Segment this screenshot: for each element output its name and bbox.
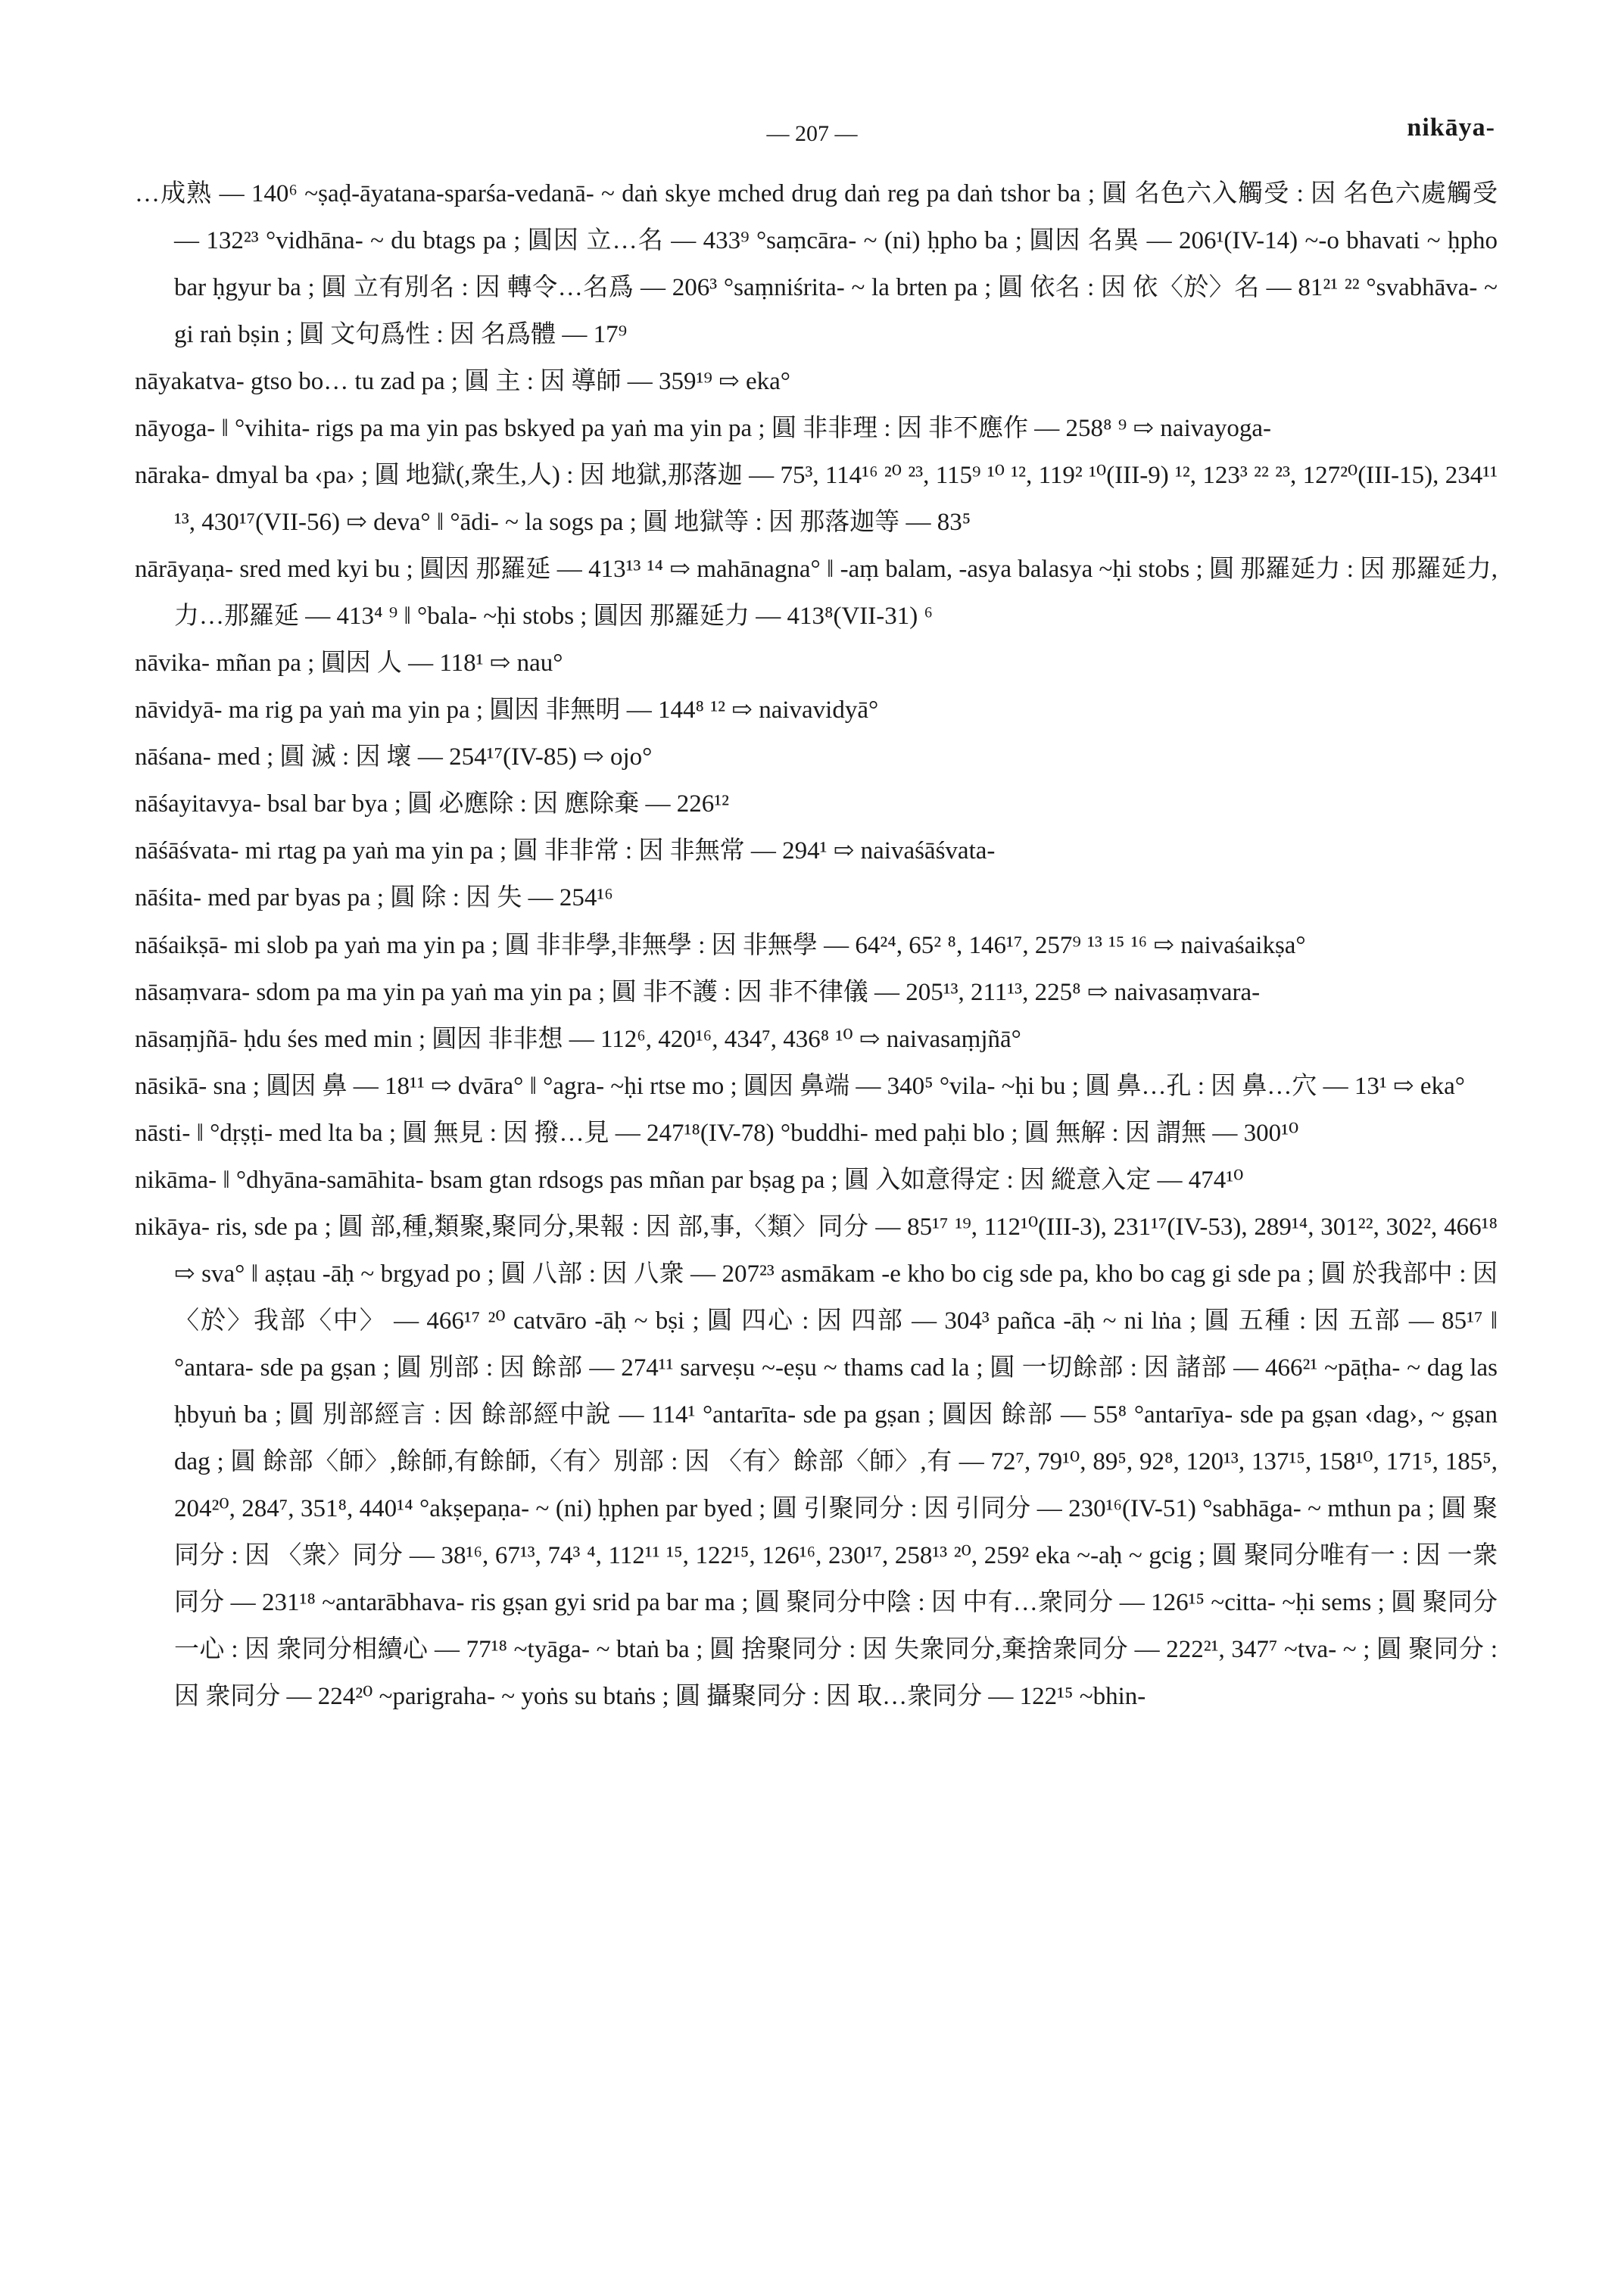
- dictionary-entry: nāvika- mñan pa ; 圓因 人 — 118¹ ⇨ nau°: [135, 650, 563, 678]
- dictionary-entry: nāvidyā- ma rig pa yaṅ ma yin pa ; 圓因 非無明 — 144⁸ ¹² ⇨ naivavidyā°: [135, 696, 879, 724]
- dictionary-entry: nāśana- med ; 圓 滅 : 因 壞 — 254¹⁷(IV-85) ⇨ ojo°: [135, 743, 653, 771]
- dictionary-entry: nāśaikṣā- mi slob pa yaṅ ma yin pa ; 圓 非非學,非無學 : 因 非無學 — 64²⁴, 65² ⁸, 146¹⁷, 257⁹ ¹³ ¹⁵ ¹⁶ ⇨ naivaśaikṣa°: [135, 931, 1306, 959]
- dictionary-entry: nikāya- ris, sde pa ; 圓 部,種,類聚,聚同分,果報 : 因 部,事,〈類〉同分 — 85¹⁷ ¹⁹, 112¹⁰(III-3), 231¹⁷(IV-53), 289¹⁴, 301²², 302², 466¹⁸ ⇨ sva° ‖ aṣṭau -āḥ ~ brgyad po ; 圓 八部 : 因 八衆 — 207²³ asmākam -e kho bo cig sde pa, kho bo cag gi sde pa ; 圓 於我部中 : 因 〈於〉我部〈中〉 — 466¹⁷ ²⁰ catvāro -āḥ ~ bṣi ; 圓 四心 : 因 四部 — 304³ pañca -āḥ ~ ni lṅa ; 圓 五種 : 因 五部 — 85¹⁷ ‖ °antara- sde pa gṣan ; 圓 別部 : 因 餘部 — 274¹¹ sarveṣu ~-eṣu ~ thams cad la ; 圓 一切餘部 : 因 諸部 — 466²¹ ~pāṭha- ~ dag las ḥbyuṅ ba ; 圓 別部經言 : 因 餘部經中說 — 114¹ °antarīta- sde pa gṣan ; 圓因 餘部 — 55⁸ °antarīya- sde pa gṣan ‹dag›, ~ gṣan dag ; 圓 餘部〈師〉,餘師,有餘師,〈有〉別部 : 因 〈有〉餘部〈師〉,有 — 72⁷, 79¹⁰, 89⁵, 92⁸, 120¹³, 137¹⁵, 158¹⁰, 171⁵, 185⁵, 204²⁰, 284⁷, 351⁸, 440¹⁴ °akṣepaṇa- ~ (ni) ḥphen par byed ; 圓 引聚同分 : 因 引同分 — 230¹⁶(IV-51) °sabhāga- ~ mthun pa ; 圓 聚同分 : 因 〈衆〉同分 — 38¹⁶, 67¹³, 74³ ⁴, 112¹¹ ¹⁵, 122¹⁵, 126¹⁶, 230¹⁷, 258¹³ ²⁰, 259² eka ~-aḥ ~ gcig ; 圓 聚同分唯有一 : 因 一衆同分 — 231¹⁸ ~antarābhava- ris gṣan gyi srid pa bar ma ; 圓 聚同分中陰 : 因 中有…衆同分 — 126¹⁵ ~citta- ~ḥi sems ; 圓 聚同分一心 : 因 衆同分相續心 — 77¹⁸ ~tyāga- ~ btaṅ ba ; 圓 捨聚同分 : 因 失衆同分,棄捨衆同分 — 222²¹, 347⁷ ~tva- ~ ; 圓 聚同分 : 因 衆同分 — 224²⁰ ~parigraha- ~ yoṅs su btaṅs ; 圓 攝聚同分 : 因 取…衆同分 — 122¹⁵ ~bhin-: [135, 1213, 1498, 1710]
- page-number: — 207 —: [766, 121, 858, 146]
- dictionary-entry: nāśita- med par byas pa ; 圓 除 : 因 失 — 254¹⁶: [135, 884, 613, 912]
- dictionary-entry: nāśāśvata- mi rtag pa yaṅ ma yin pa ; 圓 非非常 : 因 非無常 — 294¹ ⇨ naivaśāśvata-: [135, 837, 996, 865]
- dictionary-entry: nāyakatva- gtso bo… tu zad pa ; 圓 主 : 因 導師 — 359¹⁹ ⇨ eka°: [135, 368, 790, 396]
- dictionary-entry: nāśayitavya- bsal bar bya ; 圓 必應除 : 因 應除棄 — 226¹²: [135, 790, 730, 818]
- dictionary-entry: nāyoga- ‖ °vihita- rigs pa ma yin pas bskyed pa yaṅ ma yin pa ; 圓 非非理 : 因 非不應作 — 258⁸ ⁹ ⇨ naivayoga-: [135, 415, 1272, 443]
- dictionary-entry: nāsikā- sna ; 圓因 鼻 — 18¹¹ ⇨ dvāra° ‖ °agra- ~ḥi rtse mo ; 圓因 鼻端 — 340⁵ °vila- ~ḥi bu ; 圓 鼻…孔 : 因 鼻…穴 — 13¹ ⇨ eka°: [135, 1072, 1465, 1100]
- dictionary-entry: nāsaṃvara- sdom pa ma yin pa yaṅ ma yin pa ; 圓 非不護 : 因 非不律儀 — 205¹³, 211¹³, 225⁸ ⇨ naivasaṃvara-: [135, 978, 1261, 1006]
- dictionary-entry: nāraka- dmyal ba ‹pa› ; 圓 地獄(,衆生,人) : 因 地獄,那落迦 — 75³, 114¹⁶ ²⁰ ²³, 115⁹ ¹⁰ ¹², 119² ¹⁰(III-9) ¹², 123³ ²² ²³, 127²⁰(III-15), 234¹¹ ¹³, 430¹⁷(VII-56) ⇨ deva° ‖ °ādi- ~ la sogs pa ; 圓 地獄等 : 因 那落迦等 — 83⁵: [135, 462, 1498, 537]
- dictionary-entry: nārāyaṇa- sred med kyi bu ; 圓因 那羅延 — 413¹³ ¹⁴ ⇨ mahānagna° ‖ -aṃ balam, -asya balasya ~ḥi stobs ; 圓 那羅延力 : 因 那羅延力,力…那羅延 — 413⁴ ⁹ ‖ °bala- ~ḥi stobs ; 圓因 那羅延力 — 413⁸(VII-31) ⁶: [135, 556, 1498, 631]
- entries-list: [135, 170, 1498, 1720]
- dictionary-entry: nikāma- ‖ °dhyāna-samāhita- bsam gtan rdsogs pas mñan par bṣag pa ; 圓 入如意得定 : 因 縱意入定 — 474¹⁰: [135, 1166, 1244, 1194]
- running-head: nikāya-: [1407, 114, 1495, 142]
- dictionary-entry: nāsti- ‖ °dṛṣṭi- med lta ba ; 圓 無見 : 因 撥…見 — 247¹⁸(IV-78) °buddhi- med paḥi blo ; 圓 無解 : 因 謂無 — 300¹⁰: [135, 1119, 1299, 1147]
- dictionary-entry: nāsaṃjñā- ḥdu śes med min ; 圓因 非非想 — 112⁶, 420¹⁶, 434⁷, 436⁸ ¹⁰ ⇨ naivasaṃjñā°: [135, 1025, 1021, 1053]
- dictionary-entry: …成熟 — 140⁶ ~ṣaḍ-āyatana-sparśa-vedanā- ~ daṅ skye mched drug daṅ reg pa daṅ tshor ba ; 圓 名色六入觸受 : 因 名色六處觸受 — 132²³ °vidhāna- ~ du btags pa ; 圓因 立…名 — 433⁹ °saṃcāra- ~ (ni) ḥpho ba ; 圓因 名異 — 206¹(IV-14) ~-o bhavati ~ ḥpho bar ḥgyur ba ; 圓 立有別名 : 因 轉令…名爲 — 206³ °saṃniśrita- ~ la brten pa ; 圓 依名 : 因 依〈於〉名 — 81²¹ ²² °svabhāva- ~ gi raṅ bṣin ; 圓 文句爲性 : 因 名爲體 — 17⁹: [135, 180, 1498, 349]
